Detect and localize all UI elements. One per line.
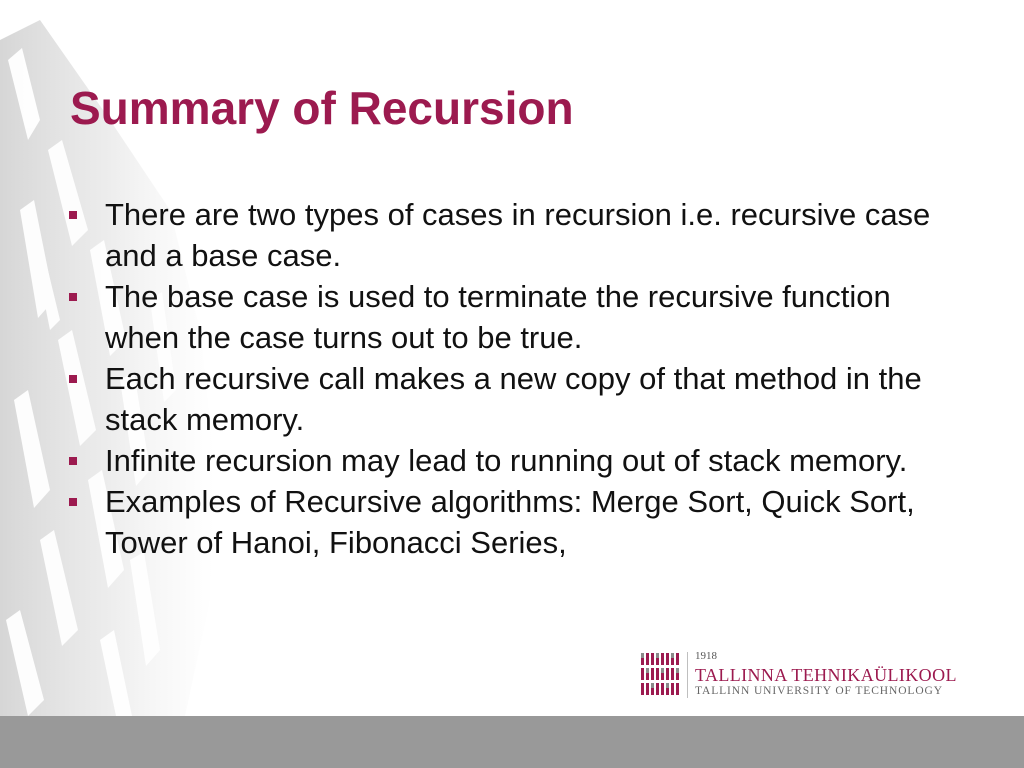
slide-title: Summary of Recursion (70, 82, 574, 134)
logo-name: TALLINNA TEHNIKAÜLIKOOL (695, 665, 957, 685)
bullet-item (66, 440, 966, 481)
square-bullet-icon (69, 211, 77, 219)
square-bullet-icon (69, 457, 77, 465)
footer-bar (0, 716, 1024, 768)
university-logo-icon (641, 653, 683, 695)
university-logo (641, 650, 977, 700)
bullet-item (66, 194, 966, 276)
bullet-text: Examples of Recursive algorithms: Merge Sort, Quick Sort, Tower of Hanoi, Fibonacci Series, (105, 484, 915, 560)
square-bullet-icon (69, 293, 77, 301)
logo-divider (687, 652, 688, 698)
bullet-text: Infinite recursion may lead to running out of stack memory. (105, 443, 908, 478)
bullet-text: Each recursive call makes a new copy of that method in the stack memory. (105, 361, 922, 437)
bullet-text: There are two types of cases in recursion i.e. recursive case and a base case. (105, 197, 931, 273)
logo-english-name: TALLINN UNIVERSITY OF TECHNOLOGY (695, 685, 943, 697)
bullet-item (66, 358, 966, 440)
bullet-list (66, 194, 966, 563)
logo-year: 1918 (695, 650, 717, 662)
bullet-item (66, 276, 966, 358)
square-bullet-icon (69, 375, 77, 383)
bullet-item (66, 481, 966, 563)
square-bullet-icon (69, 498, 77, 506)
bullet-text: The base case is used to terminate the recursive function when the case turns out to be true. (105, 279, 891, 355)
